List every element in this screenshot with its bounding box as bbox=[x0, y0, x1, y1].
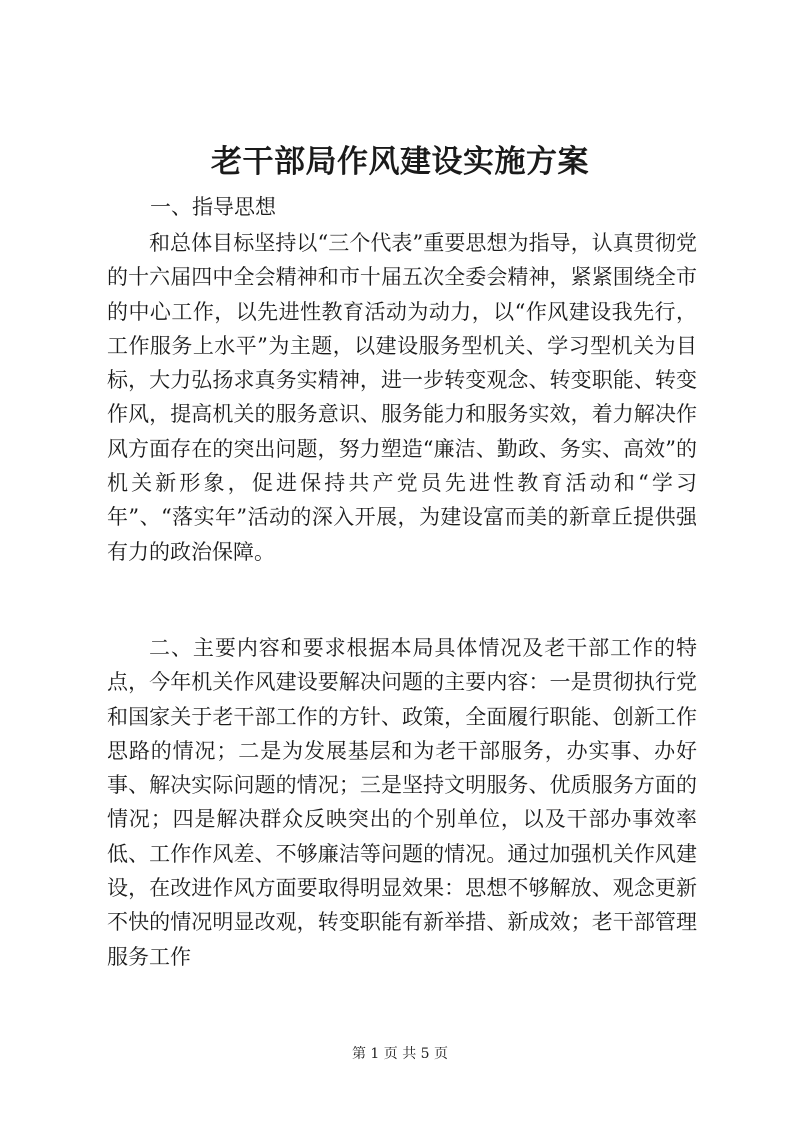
section-heading-guiding-ideology: 一、指导思想 bbox=[150, 195, 276, 219]
body-paragraph-1: 和总体目标坚持以“三个代表”重要思想为指导，认真贯彻党的十六届四中全会精神和市十届五次全委会精神，紧紧围绕全市的中心工作，以先进性教育活动为动力，以“作风建设我先行，工作服务上水平”为主题，以建设服务型机关、学习型机关为目标，大力弘扬求真务实精神，进一步转变观念、转变职能、转变作风，提高机关的服务意识、服务能力和服务实效，着力解决作风方面存在的突出问题，努力塑造“廉洁、勤政、务实、高效”的机关新形象，促进保持共产党员先进性教育活动和“学习年”、“落实年”活动的深入开展，为建设富而美的新章丘提供强有力的政治保障。 bbox=[107, 231, 697, 564]
page-footer: 第 1 页 共 5 页 bbox=[351, 1046, 449, 1062]
document-title: 老干部局作风建设实施方案 bbox=[211, 144, 589, 180]
body-paragraph-2: 二、主要内容和要求根据本局具体情况及老干部工作的特点，今年机关作风建设要解决问题的主要内容：一是贯彻执行党和国家关于老干部工作的方针、政策，全面履行职能、创新工作思路的情况；二是为发展基层和为老干部服务，办实事、办好事、解决实际问题的情况；三是坚持文明服务、优质服务方面的情况；四是解决群众反映突出的个别单位，以及干部办事效率低、工作作风差、不够廉洁等问题的情况。通过加强机关作风建设，在改进作风方面要取得明显效果：思想不够解放、观念更新不快的情况明显改观，转变职能有新举措、新成效；老干部管理服务工作 bbox=[107, 636, 697, 969]
